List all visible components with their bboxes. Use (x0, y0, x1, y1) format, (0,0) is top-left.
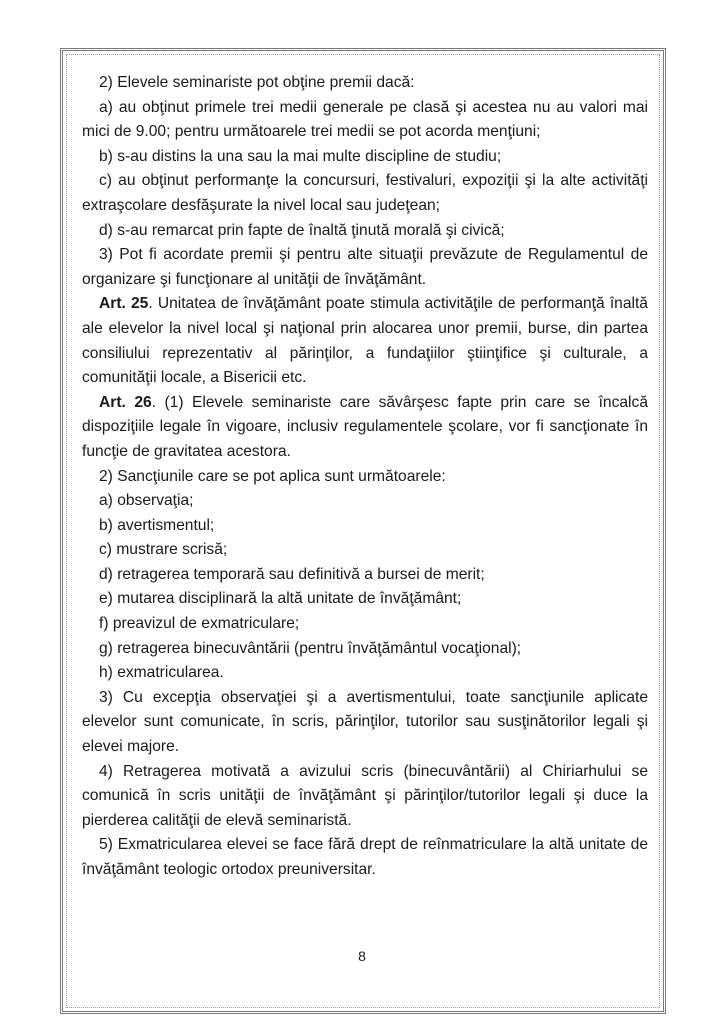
paragraph: 5) Exmatricularea elevei se face fără drept de reînmatriculare la altă unitate de învăţământ teologic ortodox preuniversitar. (82, 836, 648, 878)
list-item: h) exmatricularea. (99, 664, 224, 682)
list-item: c) mustrare scrisă; (99, 541, 228, 559)
article-label: Art. 26 (99, 393, 152, 411)
list-item: f) preavizul de exmatriculare; (99, 615, 300, 633)
paragraph: a) au obţinut primele trei medii generale pe clasă şi acestea nu au valori mai mici de 9.00; pentru următoarele trei medii se pot acorda menţiuni; (82, 98, 648, 141)
paragraph: b) s-au distins la una sau la mai multe discipline de studiu; (99, 147, 502, 165)
paragraph: 4) Retragerea motivată a avizului scris (binecuvântării) al Chiriarhului se comunică în scris unităţii de învăţământ şi părinţilor/tutorilor legali şi duce la pierderea calităţii de elevă seminaristă. (82, 762, 648, 829)
list-item: g) retragerea binecuvântării (pentru învăţământul vocaţional); (99, 639, 522, 657)
paragraph: c) au obţinut performanţe la concursuri, festivaluri, expoziţii şi la alte activităţi extraşcolare desfăşurate la nivel local sau judeţean; (82, 172, 648, 214)
paragraph: 3) Cu excepţia observaţiei şi a avertismentului, toate sancţiunile aplicate elevelor sunt comunicate, în scris, părinţilor, tutorilor sau susţinătorilor legali şi elevei majore. (82, 688, 648, 756)
paragraph: d) s-au remarcat prin fapte de înaltă ţinută morală şi civică; (99, 221, 505, 239)
article-26-paragraph: Art. 26. (1) Elevele seminariste care săvârşesc fapte prin care se încalcă dispoziţiile legale în vigoare, inclusiv regulamentele şcolare, vor fi sancţionate în funcţie de gravitatea acestora. (82, 393, 648, 460)
paragraph: 3) Pot fi acordate premii şi pentru alte situaţii prevăzute de Regulamentul de organizare şi funcţionare al unităţii de învăţământ. (82, 246, 648, 288)
list-item: d) retragerea temporară sau definitivă a bursei de merit; (99, 565, 485, 583)
page-number: 8 (358, 948, 366, 964)
article-25-paragraph: Art. 25. Unitatea de învăţământ poate stimula activităţile de performanţă înaltă ale elevelor la nivel local şi naţional prin alocarea unor premii, burse, din partea consiliului reprezentativ al părinţilor, a fundaţiilor ştiinţifice şi culturale, a comunităţii locale, a Bisericii etc. (82, 295, 648, 387)
paragraph: 2) Elevele seminariste pot obţine premii dacă: (99, 74, 415, 91)
list-item: a) observaţia; (99, 492, 194, 510)
document-body (82, 71, 648, 883)
list-item: e) mutarea disciplinară la altă unitate de învăţământ; (99, 590, 462, 608)
article-label: Art. 25 (99, 295, 149, 313)
paragraph: 2) Sancţiunile care se pot aplica sunt următoarele: (99, 467, 446, 485)
list-item: b) avertismentul; (99, 516, 215, 534)
